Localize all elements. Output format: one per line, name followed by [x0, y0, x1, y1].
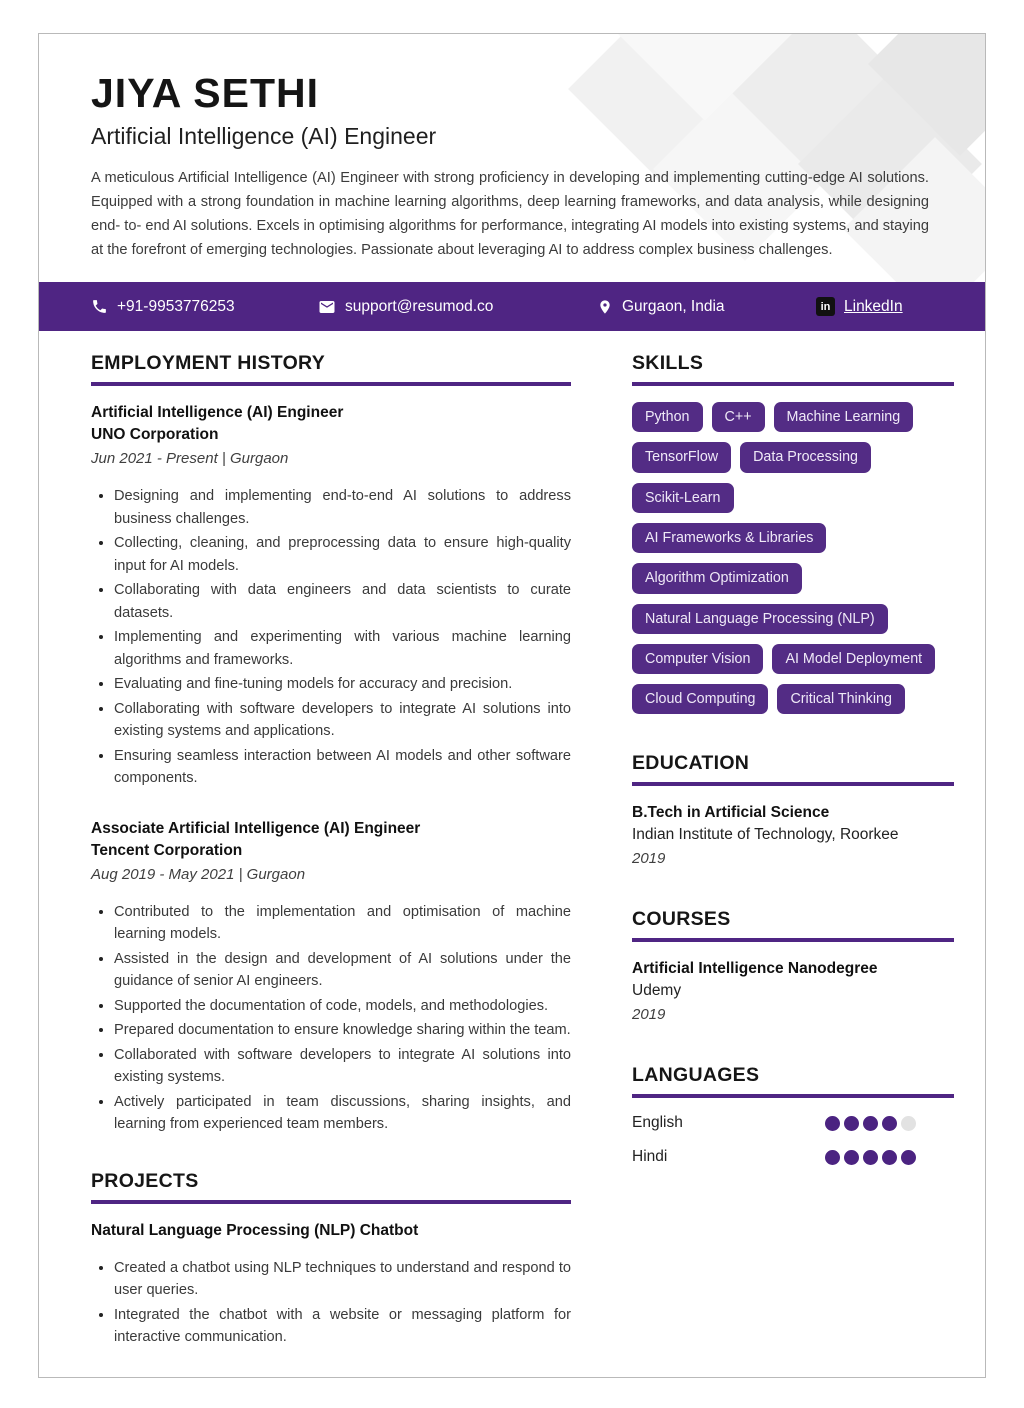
language-level-dot — [863, 1116, 878, 1131]
language-row — [632, 1114, 916, 1132]
language-name: Hindi — [632, 1148, 668, 1166]
language-level-dot — [882, 1150, 897, 1165]
project-name: Natural Language Processing (NLP) Chatbot — [91, 1221, 419, 1239]
phone-icon — [91, 298, 108, 315]
courses-heading: COURSES — [632, 908, 954, 942]
job-bullet: • Evaluating and fine-tuning models for accuracy and precision. — [114, 673, 571, 696]
skill-tags-row — [632, 684, 954, 714]
job-bullet-list — [91, 901, 571, 1136]
language-level-dot — [844, 1116, 859, 1131]
job-entry — [91, 818, 571, 1136]
contact-email — [318, 298, 597, 316]
education-year: 2019 — [632, 850, 666, 868]
linkedin-link[interactable]: LinkedIn — [844, 297, 903, 315]
skill-tag: Algorithm Optimization — [632, 563, 802, 593]
projects-heading: PROJECTS — [91, 1170, 571, 1204]
language-level-dot — [901, 1150, 916, 1165]
education-school: Indian Institute of Technology, Roorkee — [632, 826, 899, 844]
job-bullet: • Supported the documentation of code, models, and methodologies. — [114, 995, 571, 1018]
location-pin-icon — [597, 299, 613, 315]
projects-section — [91, 1170, 571, 1349]
language-level-dot — [901, 1116, 916, 1131]
contact-phone — [91, 298, 318, 316]
project-entry — [91, 1220, 571, 1349]
job-bullet: • Contributed to the implementation and optimisation of machine learning models. — [114, 901, 571, 946]
job-role: Artificial Intelligence (AI) Engineer — [91, 404, 344, 422]
job-dates-location: Aug 2019 - May 2021 | Gurgaon — [91, 865, 306, 883]
contact-linkedin — [816, 297, 933, 316]
job-company: UNO Corporation — [91, 426, 219, 444]
education-section — [632, 752, 954, 870]
job-bullet: • Collaborating with software developers to integrate AI solutions into existing systems and applications. — [114, 698, 571, 743]
skill-tags-row — [632, 442, 954, 472]
skill-tag: AI Model Deployment — [772, 644, 935, 674]
skill-tag: Natural Language Processing (NLP) — [632, 604, 888, 634]
job-bullet: • Designing and implementing end-to-end AI solutions to address business challenges. — [114, 485, 571, 530]
language-level-dot — [825, 1116, 840, 1131]
job-bullet: • Collecting, cleaning, and preprocessing data to ensure high-quality input for AI models. — [114, 532, 571, 577]
skill-tag: Scikit-Learn — [632, 483, 734, 513]
candidate-title: Artificial Intelligence (AI) Engineer — [91, 123, 437, 150]
employment-heading: EMPLOYMENT HISTORY — [91, 352, 571, 386]
skill-tags — [632, 402, 954, 714]
job-bullet-list — [91, 485, 571, 790]
contact-bar — [39, 282, 985, 331]
language-row — [632, 1148, 916, 1166]
skill-tags-row — [632, 523, 954, 553]
skill-tags-row — [632, 604, 954, 634]
project-bullet: • Integrated the chatbot with a website or messaging platform for interactive communication. — [114, 1304, 571, 1349]
right-column — [632, 352, 954, 1351]
language-level-dot — [844, 1150, 859, 1165]
skill-tags-row — [632, 563, 954, 593]
job-bullet: • Assisted in the design and development of AI solutions under the guidance of senior AI engineers. — [114, 948, 571, 993]
job-bullet: • Actively participated in team discussions, sharing insights, and learning from experienced team members. — [114, 1091, 571, 1136]
course-provider: Udemy — [632, 982, 682, 1000]
contact-email-text: support@resumod.co — [345, 297, 494, 315]
course-name: Artificial Intelligence Nanodegree — [632, 960, 878, 978]
language-level-dot — [882, 1116, 897, 1131]
candidate-name: JIYA SETHI — [91, 70, 319, 116]
contact-phone-text: +91-9953776253 — [117, 297, 235, 315]
language-level-dot — [825, 1150, 840, 1165]
skill-tags-row — [632, 402, 954, 432]
skill-tag: Python — [632, 402, 703, 432]
job-bullet: • Ensuring seamless interaction between AI models and other software components. — [114, 745, 571, 790]
resume-body — [39, 331, 985, 1351]
left-column — [91, 352, 571, 1351]
language-level — [825, 1150, 916, 1165]
job-dates-location: Jun 2021 - Present | Gurgaon — [91, 450, 289, 468]
job-bullet: • Implementing and experimenting with various machine learning algorithms and frameworks. — [114, 626, 571, 671]
language-name: English — [632, 1114, 683, 1132]
project-bullet: • Created a chatbot using NLP techniques to understand and respond to user queries. — [114, 1257, 571, 1302]
skill-tag: Cloud Computing — [632, 684, 768, 714]
linkedin-icon: in — [816, 297, 835, 316]
resume-page — [38, 33, 986, 1378]
language-level — [825, 1116, 916, 1131]
contact-location — [597, 298, 816, 316]
skill-tag: TensorFlow — [632, 442, 731, 472]
skill-tag: AI Frameworks & Libraries — [632, 523, 826, 553]
skill-tags-row — [632, 483, 954, 513]
course-year: 2019 — [632, 1006, 666, 1024]
skills-section — [632, 352, 954, 714]
profile-summary: A meticulous Artificial Intelligence (AI) Engineer with strong proficiency in developing and implementing cutting-edge AI solutions. Equipped with a strong foundation in machine learning algorithms, deep learning frameworks, and data analysis, while designing end- to- end AI solutions. Excels in optimising algorithms for performance, integrating AI models into existing systems, and staying at the forefront of emerging technologies. Passionate about leveraging AI to address complex business challenges. — [91, 170, 929, 259]
skill-tags-row — [632, 644, 954, 674]
education-heading: EDUCATION — [632, 752, 954, 786]
language-level-dot — [863, 1150, 878, 1165]
skill-tag: Critical Thinking — [777, 684, 904, 714]
job-entry — [91, 402, 571, 790]
job-bullet: • Collaborated with software developers to integrate AI solutions into existing systems. — [114, 1044, 571, 1089]
languages-section — [632, 1064, 954, 1166]
resume-header — [39, 34, 985, 282]
skill-tag: Computer Vision — [632, 644, 763, 674]
job-company: Tencent Corporation — [91, 841, 243, 859]
skill-tag: C++ — [712, 402, 765, 432]
project-bullet-list — [91, 1257, 571, 1349]
contact-location-text: Gurgaon, India — [622, 297, 725, 315]
education-degree: B.Tech in Artificial Science — [632, 804, 830, 822]
skills-heading: SKILLS — [632, 352, 954, 386]
skill-tag: Data Processing — [740, 442, 871, 472]
job-bullet: • Collaborating with data engineers and data scientists to curate datasets. — [114, 579, 571, 624]
languages-heading: LANGUAGES — [632, 1064, 954, 1098]
skill-tag: Machine Learning — [774, 402, 914, 432]
email-icon — [318, 298, 336, 316]
job-role: Associate Artificial Intelligence (AI) Engineer — [91, 819, 421, 837]
job-bullet: • Prepared documentation to ensure knowledge sharing within the team. — [114, 1019, 571, 1042]
courses-section — [632, 908, 954, 1026]
employment-section — [91, 352, 571, 1136]
